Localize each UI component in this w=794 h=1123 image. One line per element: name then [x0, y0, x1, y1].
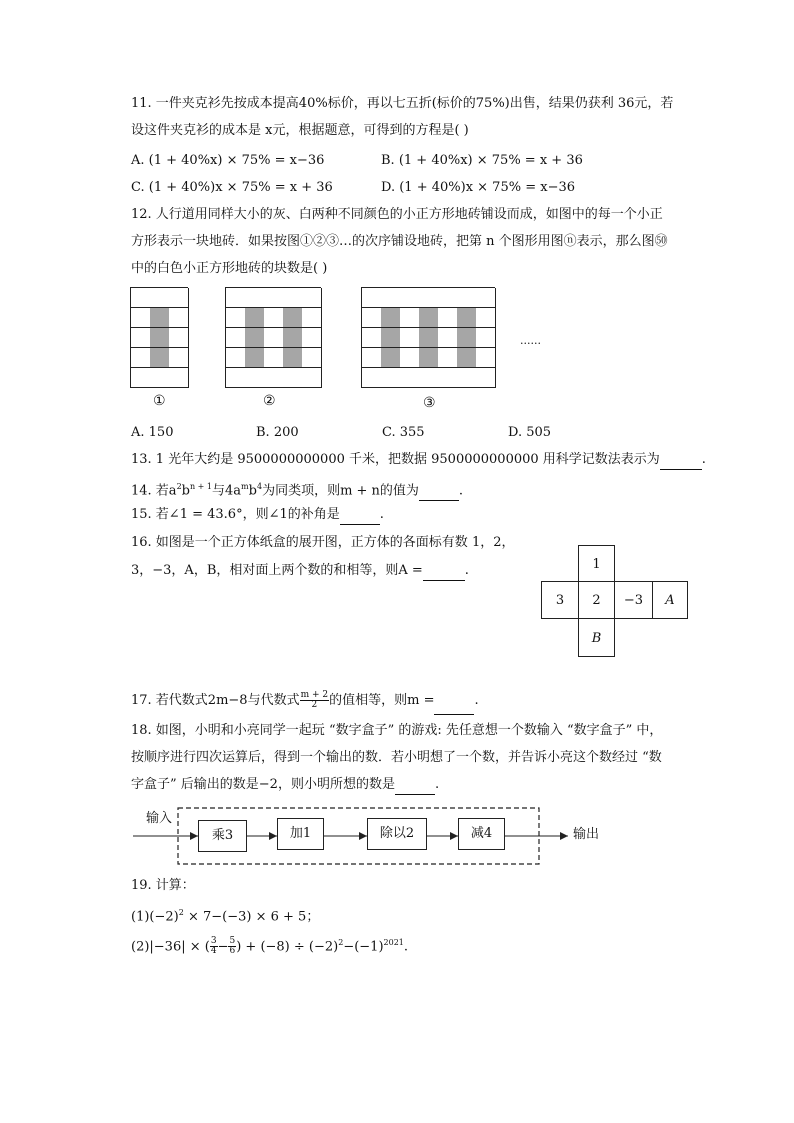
q19-part2	[131, 930, 408, 960]
q19-p2-exp-1: 2	[338, 938, 344, 947]
q16-text: 3，−3，A，B，相对面上两个数的和相等，则A =	[131, 563, 423, 578]
q19-p1-b: × 7−(−3) × 6 + 5；	[183, 909, 320, 925]
q19-p2-a: (2)|−36| × (	[131, 939, 210, 955]
q19-part1	[131, 904, 319, 926]
q17-end: .	[474, 693, 479, 708]
figure-label-3: ③	[423, 395, 436, 411]
q17-suffix: 的值相等，则m =	[329, 693, 435, 708]
figure-label-2: ②	[263, 393, 276, 409]
q12-line1: 12. 人行道用同样大小的灰、白两种不同颜色的小正方形地砖铺设而成，如图中的每一个小正	[131, 207, 663, 222]
q12-option-b: B. 200	[256, 425, 299, 440]
q19-frac-1-num: 3	[210, 936, 217, 947]
q12-option-a: A. 150	[131, 425, 174, 440]
q19-frac-1	[210, 937, 218, 956]
q12-line3: 中的白色小正方形地砖的块数是( )	[131, 261, 328, 276]
q14-end: .	[458, 483, 464, 499]
net-face-right: −3	[614, 581, 653, 619]
q11-option-d: D. (1 + 40%)x × 75% = x−36	[381, 180, 575, 195]
figure-label-1: ①	[153, 393, 166, 409]
net-face-top: 1	[578, 545, 615, 582]
step-box-2: 加1	[277, 818, 324, 850]
q14-b2: b	[248, 483, 257, 499]
output-label: 输出	[573, 827, 600, 842]
q14-b: b	[181, 483, 190, 499]
q14-exp-2: n + 1	[189, 482, 213, 491]
q19-p2-c: −(−1)	[343, 939, 384, 955]
q19-frac-2-den: 6	[229, 946, 236, 957]
q11-option-b: B. (1 + 40%x) × 75% = x + 36	[381, 153, 583, 168]
q19-p2-end: .	[403, 939, 409, 955]
q12-line2: 方形表示一块地砖．如果按图①②③…的次序铺设地砖，把第 n 个图形用图ⓝ表示，那么图㊿	[131, 234, 668, 249]
q14-exp-4: 4	[256, 482, 263, 491]
q17-prefix: 17. 若代数式2m−8与代数式	[131, 693, 300, 708]
q19-frac-2-num: 5	[229, 936, 236, 947]
q18-text: 字盒子” 后输出的数是−2，则小明所想的数是	[131, 777, 395, 792]
q16-end: .	[464, 563, 469, 578]
q11-option-c: C. (1 + 40%)x × 75% = x + 36	[131, 180, 333, 195]
net-face-center: 2	[578, 581, 615, 619]
net-face-left: 3	[541, 581, 579, 619]
q19-p2-exp-2: 2021	[383, 938, 404, 947]
step-box-3: 除以2	[367, 818, 427, 850]
q12-option-d: D. 505	[508, 425, 552, 440]
q19-p2-b: ) + (−8) ÷ (−2)	[236, 939, 339, 955]
q15-text: 15. 若∠1 = 43.6°，则∠1的补角是	[131, 507, 340, 522]
q19-title: 19. 计算：	[131, 878, 195, 893]
q14-mid: 与4a	[212, 483, 242, 499]
q11-line2: 设这件夹克衫的成本是 x元，根据题意，可得到的方程是( )	[131, 123, 469, 138]
q19-p1-exp: 2	[178, 908, 184, 917]
ellipsis: ......	[520, 334, 541, 347]
q17-numerator: m + 2	[300, 690, 329, 700]
q15-end: .	[379, 507, 384, 522]
step-box-1: 乘3	[198, 820, 247, 852]
q11-option-a: A. (1 + 40%x) × 75% = x−36	[131, 153, 325, 168]
q14-prefix: 14. 若a	[131, 483, 177, 499]
step-box-4: 减4	[458, 818, 505, 850]
q16-line1: 16. 如图是一个正方体纸盒的展开图，正方体的各面标有数 1，2，	[131, 535, 515, 550]
q14-exp-1: 2	[176, 482, 182, 491]
net-face-b: B	[578, 618, 615, 657]
net-face-a: A	[652, 581, 688, 619]
q14-exp-3: m	[241, 482, 249, 491]
q11-line1: 11. 一件夹克衫先按成本提高40%标价，再以七五折(标价的75%)出售，结果仍获利 36元，若	[131, 96, 674, 111]
q19-p1-a: (1)(−2)	[131, 909, 179, 925]
q13-text: 13. 1 光年大约是 9500000000000 千米，把数据 9500000000000 用科学记数法表示为	[131, 452, 660, 467]
q17-denominator: 2	[311, 700, 318, 710]
q18-end: .	[434, 777, 440, 792]
q18-line2: 按顺序进行四次运算后，得到一个输出的数．若小明想了一个数，并告诉小亮这个数经过 “数	[131, 750, 662, 765]
q19-frac-1-den: 4	[210, 946, 217, 957]
q18-line1: 18. 如图，小明和小亮同学一起玩 “数字盒子” 的游戏: 先任意想一个数输入 “数字盒子” 中，	[131, 723, 663, 738]
q13-end: .	[701, 452, 706, 467]
q12-option-c: C. 355	[382, 425, 425, 440]
q19-p2-mid: −	[217, 939, 229, 955]
q14-suffix: 为同类项，则m + n的值为	[262, 483, 419, 499]
input-label: 输入	[146, 811, 173, 826]
